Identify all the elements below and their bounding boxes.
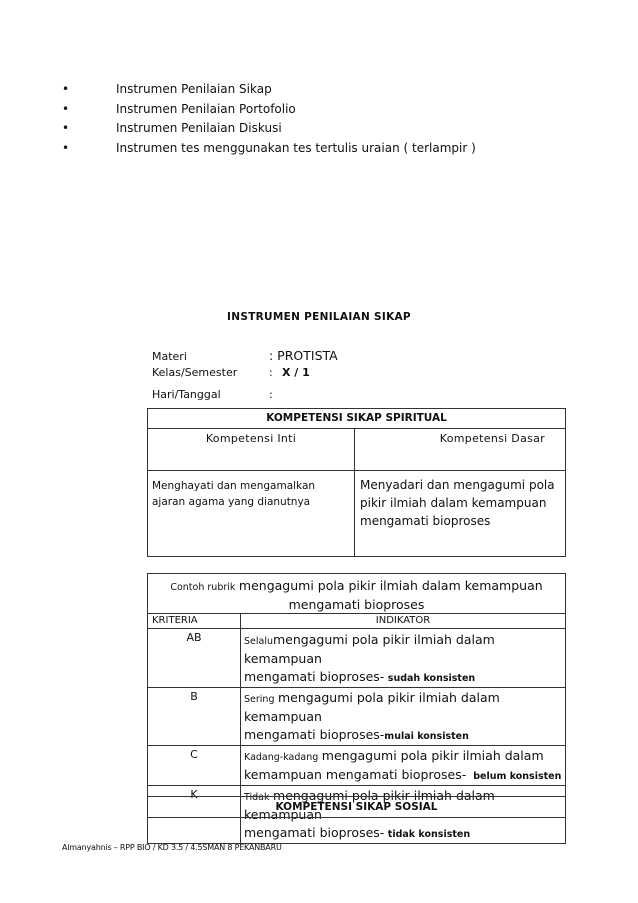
kelas-colon: : [269,366,273,379]
indikator-text: mengagumi pola pikir ilmiah dalam kemampuan [244,632,495,666]
materi-value: : PROTISTA [269,348,338,363]
page-title: INSTRUMEN PENILAIAN SIKAP [227,311,411,323]
rubric-title-line2: mengamati bioproses [288,597,425,612]
bullet-icon: • [62,82,70,96]
kelas-label: Kelas/Semester [152,366,238,379]
bullet-icon: • [62,121,70,135]
col-kompetensi-inti: Kompetensi Inti [148,429,355,471]
rubric-title-prefix: Contoh rubrik [170,582,236,593]
indikator-level: sudah konsisten [387,673,476,684]
bullet-icon: • [62,140,70,155]
table-row [148,746,566,786]
dasar-line: Menyadari dan mengagumi pola [360,478,555,492]
indikator-text: mengamati bioproses- [244,669,385,684]
table-row [148,688,566,746]
rubric-title-main: mengagumi pola pikir ilmiah dalam kemampuan [238,578,543,593]
list-item [62,139,602,159]
method-label: Instrumen Penilaian Diskusi [116,121,282,135]
indikator-text: kemampuan mengamati bioproses- [244,767,467,782]
indikator-cell [241,688,566,746]
page-footer: Almanyahnis – RPP BIO / KD 3.5 / 4.5SMAN 8 PEKANBARU [62,843,282,852]
col-kriteria: KRITERIA [148,614,241,629]
spiritual-competence-table [147,408,566,557]
kriteria-code: B [148,688,241,746]
method-label: Instrumen Penilaian Sikap [116,82,272,96]
list-item [62,100,602,120]
indikator-level: tidak konsisten [387,829,471,840]
dasar-line: mengamati bioproses [360,514,491,528]
indikator-text: mengagumi pola pikir ilmiah dalam kemampuan [244,690,500,724]
col-kompetensi-dasar: Kompetensi Dasar [355,429,566,471]
list-item [62,119,602,139]
list-item [62,80,602,100]
spiritual-header: KOMPETENSI SIKAP SPIRITUAL [148,409,566,429]
kriteria-code: AB [148,629,241,688]
assessment-methods-list [62,80,602,158]
rubric-title [148,574,566,614]
indikator-cell [241,629,566,688]
indikator-lead: Tidak [244,792,270,803]
bullet-icon: • [62,101,70,116]
method-label: Instrumen tes menggunakan tes tertulis uraian ( terlampir ) [116,140,476,155]
social-competence-table [147,796,566,818]
inti-line: ajaran agama yang dianutnya [152,496,311,508]
indikator-text: mengamati bioproses- [244,825,385,840]
indikator-lead: Kadang-kadang [244,752,319,763]
kompetensi-dasar-cell [355,471,566,557]
dasar-line: pikir ilmiah dalam kemampuan [360,496,547,510]
kompetensi-inti-cell [148,471,355,557]
table-row [148,629,566,688]
indikator-cell [241,746,566,786]
indikator-level: belum konsisten [473,771,562,782]
kelas-value: X / 1 [282,366,310,379]
indikator-text: mengagumi pola pikir ilmiah dalam kemampuan [244,788,495,822]
indikator-lead: Selalu [244,636,273,647]
materi-label: Materi [152,350,187,363]
indikator-text: mengamati bioproses- [244,727,385,742]
tanggal-value: : [269,388,273,401]
kriteria-code: C [148,746,241,786]
indikator-level: mulai konsisten [384,731,469,742]
method-label: Instrumen Penilaian Portofolio [116,101,296,116]
col-indikator: INDIKATOR [241,614,566,629]
inti-line: Menghayati dan mengamalkan [152,480,316,492]
social-header: KOMPETENSI SIKAP SOSIAL [148,797,566,818]
kriteria-code: K [148,786,241,844]
indikator-lead: Sering [244,694,275,705]
indikator-text: mengagumi pola pikir ilmiah dalam [321,748,544,763]
tanggal-label: Hari/Tanggal [152,388,221,401]
